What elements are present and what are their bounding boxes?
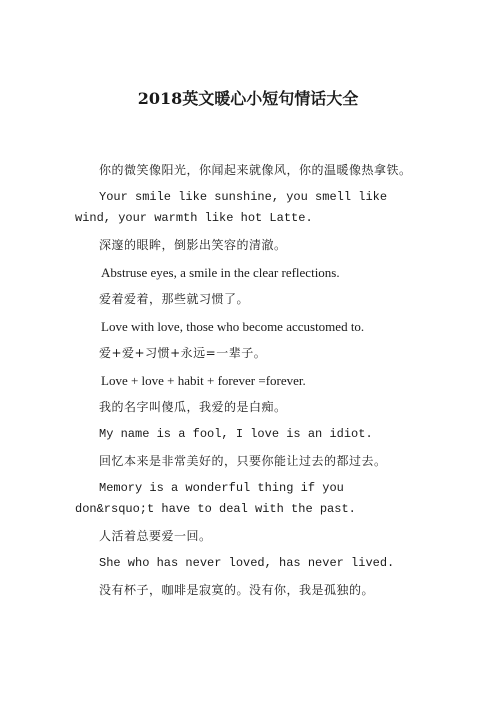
- paragraph-zh: 回忆本来是非常美好的，只要你能让过去的都过去。: [99, 454, 387, 468]
- paragraph-en: Love with love, those who become accustomed to.: [101, 319, 365, 334]
- paragraph-en: Memory is a wonderful thing if you don&rsquo;t have to deal with the past.: [75, 481, 356, 516]
- document-body: [75, 160, 421, 607]
- paragraph-zh: 爱+爱+习惯+永远=一辈子。: [99, 346, 267, 360]
- paragraph-zh: 我的名字叫傻瓜，我爱的是白痴。: [99, 400, 287, 414]
- document-title: 2018英文暖心小短句情话大全: [137, 89, 359, 108]
- paragraph-en: Abstruse eyes, a smile in the clear reflections.: [101, 265, 340, 280]
- paragraph-zh: 没有杯子，咖啡是寂寞的。没有你，我是孤独的。: [99, 583, 375, 597]
- paragraph-zh: 深邃的眼眸，倒影出笑容的清澈。: [99, 238, 287, 252]
- paragraph-zh: 人活着总要爱一回。: [99, 529, 212, 543]
- paragraph-en: My name is a fool, I love is an idiot.: [99, 427, 373, 441]
- paragraph-en: She who has never loved, has never lived.: [99, 556, 395, 570]
- paragraph-en: Love + love + habit + forever =forever.: [101, 373, 306, 388]
- paragraph-en: Your smile like sunshine, you smell like wind, your warmth like hot Latte.: [75, 190, 388, 225]
- paragraph-zh: 你的微笑像阳光，你闻起来就像风，你的温暖像热拿铁。: [99, 163, 412, 177]
- paragraph-zh: 爱着爱着，那些就习惯了。: [99, 292, 250, 306]
